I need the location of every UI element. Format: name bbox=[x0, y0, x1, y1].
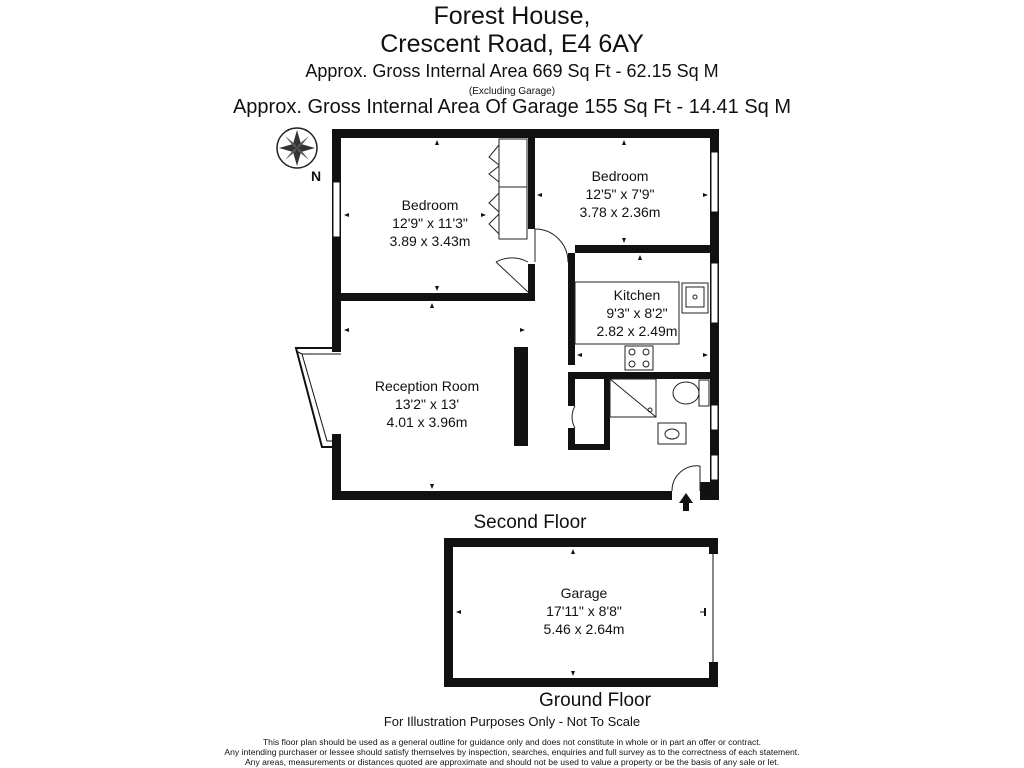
excluding-garage-note: (Excluding Garage) bbox=[468, 86, 556, 97]
room-dimensions-metric: 2.82 x 2.49m bbox=[596, 323, 678, 339]
illustration-notice: For Illustration Purposes Only - Not To Scale bbox=[383, 714, 641, 729]
room-label-bedroom-1 bbox=[360, 196, 500, 250]
compass-rose-icon bbox=[277, 128, 317, 168]
disclaimer-line-3: Any areas, measurements or distances quoted are approximate and should not be used to value a property or be the basis of any sale or let. bbox=[244, 757, 780, 767]
room-dimensions-imperial: 12'5" x 7'9" bbox=[585, 186, 655, 202]
room-dimensions-imperial: 12'9" x 11'3" bbox=[392, 215, 468, 231]
room-dimensions-metric: 4.01 x 3.96m bbox=[386, 414, 468, 430]
garage-gross-internal-area: Approx. Gross Internal Area Of Garage 155 Sq Ft - 14.41 Sq M bbox=[232, 96, 792, 118]
room-dimensions-metric: 5.46 x 2.64m bbox=[543, 621, 625, 637]
compass-north-label: N bbox=[311, 168, 322, 184]
disclaimer-line-1: This floor plan should be used as a general outline for guidance only and does not constitute in whole or in part an offer or contract. bbox=[262, 737, 762, 747]
entrance-arrow-icon bbox=[679, 493, 693, 511]
room-label-bedroom-2 bbox=[550, 167, 690, 221]
room-name: Bedroom bbox=[591, 168, 649, 184]
property-address: Crescent Road, E4 6AY bbox=[380, 30, 644, 58]
room-dimensions-imperial: 17'11" x 8'8" bbox=[546, 603, 622, 619]
room-label-reception-room bbox=[357, 377, 497, 431]
disclaimer-line-2: Any intending purchaser or lessee should satisfy themselves by inspection, searches, enquiries and full survey as to the correctness of each statement. bbox=[224, 747, 800, 757]
room-dimensions-metric: 3.78 x 2.36m bbox=[579, 204, 661, 220]
property-name: Forest House, bbox=[433, 2, 591, 30]
room-name: Garage bbox=[560, 585, 608, 601]
bay-window bbox=[296, 348, 341, 447]
toilet-icon bbox=[699, 380, 709, 406]
room-label-kitchen bbox=[577, 286, 697, 340]
gross-internal-area: Approx. Gross Internal Area 669 Sq Ft - 62.15 Sq M bbox=[305, 61, 719, 81]
room-dimensions-metric: 3.89 x 3.43m bbox=[389, 233, 471, 249]
room-name: Kitchen bbox=[613, 287, 661, 303]
ground-floor-label: Ground Floor bbox=[539, 690, 651, 711]
room-name: Bedroom bbox=[401, 197, 459, 213]
room-dimensions-imperial: 13'2" x 13' bbox=[394, 396, 460, 412]
hob-icon bbox=[625, 346, 653, 370]
washbasin-icon bbox=[658, 423, 686, 444]
room-label-garage bbox=[514, 584, 654, 638]
room-name: Reception Room bbox=[374, 378, 480, 394]
second-floor-label: Second Floor bbox=[473, 512, 587, 533]
room-dimensions-imperial: 9'3" x 8'2" bbox=[606, 305, 668, 321]
